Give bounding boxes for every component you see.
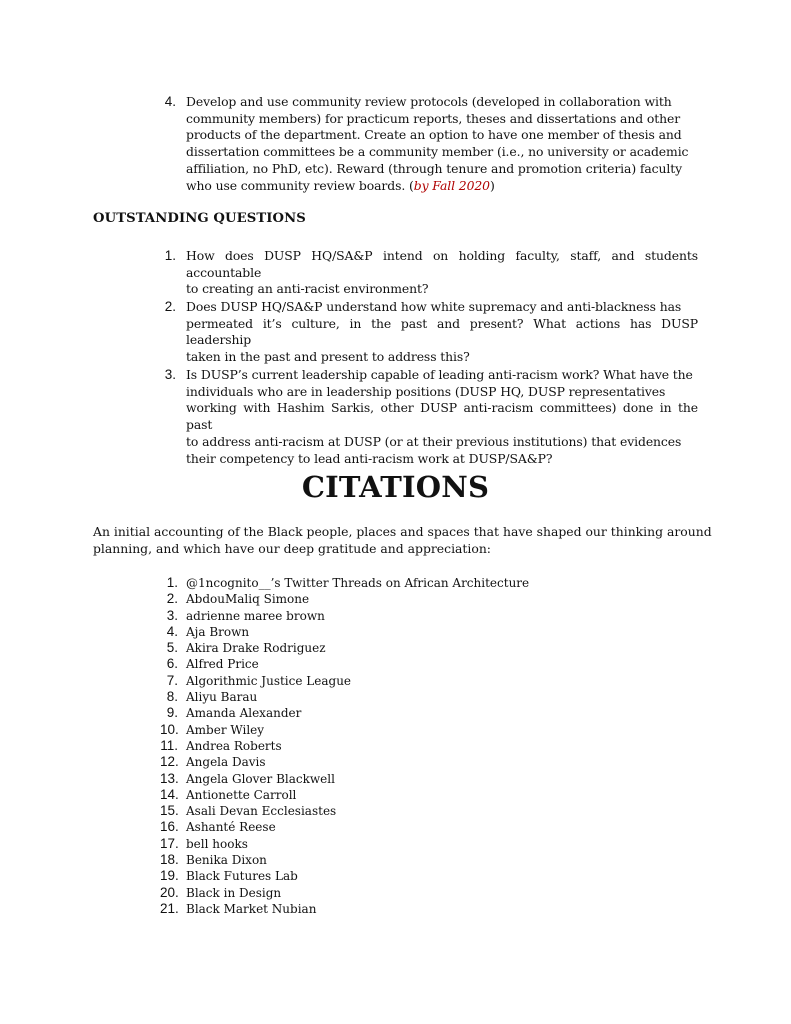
citation-text: Aliyu Barau	[186, 690, 258, 705]
citation-number: 14.	[160, 786, 179, 802]
citation-text: Asali Devan Ecclesiastes	[186, 804, 337, 819]
citation-text: adrienne maree brown	[186, 608, 325, 623]
citation-text: Ashanté Reese	[186, 820, 276, 835]
citation-item	[160, 689, 560, 705]
item-4-line: affiliation, no PhD, etc). Reward (through tenure and promotion criteria) faculty	[186, 160, 683, 176]
question-line: to creating an anti-racist environment?	[186, 281, 429, 297]
citation-item	[160, 885, 560, 901]
citation-text: @1ncognito__’s Twitter Threads on African Architecture	[186, 576, 530, 590]
citation-text: Angela Davis	[186, 755, 266, 770]
citation-number: 21.	[160, 900, 179, 916]
outstanding-questions-heading: OUTSTANDING QUESTIONS	[93, 211, 306, 226]
citation-item	[160, 868, 560, 884]
citation-item	[160, 803, 560, 819]
citation-text: Alfred Price	[186, 657, 259, 672]
citation-item	[160, 705, 560, 721]
question-3-text	[186, 367, 698, 467]
citation-text: AbdouMaliq Simone	[186, 592, 310, 607]
citation-item	[160, 754, 560, 770]
citation-text: bell hooks	[186, 836, 248, 851]
intro-line: An initial accounting of the Black people, places and spaces that have shaped our thinking around	[93, 524, 712, 539]
citation-item	[160, 819, 560, 835]
citation-text: Black Market Nubian	[186, 901, 317, 916]
question-2-text	[186, 299, 698, 366]
citations-intro	[93, 524, 713, 557]
citation-number: 4.	[166, 623, 178, 639]
intro-line: planning, and which have our deep gratitude and appreciation:	[93, 540, 491, 556]
citation-number: 9.	[166, 705, 178, 721]
citation-item	[160, 608, 560, 624]
citation-text: Angela Glover Blackwell	[186, 771, 335, 786]
citation-number: 20.	[160, 884, 179, 900]
citation-number: 17.	[160, 835, 179, 851]
citation-number: 2.	[166, 591, 178, 607]
item-4-last-before: who use community review boards. (	[186, 177, 414, 193]
citation-number: 19.	[160, 868, 179, 884]
citation-item	[160, 787, 560, 803]
citation-number: 8.	[166, 689, 178, 705]
citation-text: Akira Drake Rodriguez	[186, 641, 326, 656]
citation-text: Amber Wiley	[186, 722, 265, 737]
citation-number: 13.	[160, 770, 179, 786]
item-4-number: 4.	[164, 94, 176, 109]
citation-item	[160, 852, 560, 868]
question-line: taken in the past and present to address this?	[186, 349, 470, 365]
citation-item	[160, 591, 560, 607]
citation-number: 12.	[160, 754, 179, 770]
citation-text: Black in Design	[186, 885, 282, 900]
question-line: working with Hashim Sarkis, other DUSP anti-racism committees) done in the past	[186, 400, 698, 433]
question-2-number: 2.	[164, 299, 176, 314]
citation-item	[160, 901, 560, 917]
citation-number: 6.	[166, 656, 178, 672]
citation-item	[160, 771, 560, 787]
citation-item	[160, 836, 560, 852]
citation-number: 3.	[166, 607, 178, 623]
question-line: individuals who are in leadership positions (DUSP HQ, DUSP representatives	[186, 383, 666, 399]
citation-text: Algorithmic Justice League	[186, 673, 352, 688]
item-4-text	[186, 94, 698, 194]
question-line: Is DUSP’s current leadership capable of leading anti-racism work? What have the	[186, 367, 693, 382]
citation-number: 5.	[166, 640, 178, 656]
citation-number: 7.	[166, 672, 178, 688]
citation-item	[160, 722, 560, 738]
citation-item	[160, 640, 560, 656]
question-line: Does DUSP HQ/SA&P understand how white supremacy and anti-blackness has	[186, 299, 682, 314]
citation-item	[160, 673, 560, 689]
citation-text: Andrea Roberts	[186, 738, 282, 753]
citation-number: 10.	[160, 721, 179, 737]
citation-text: Black Futures Lab	[186, 869, 298, 884]
item-4-line: community members) for practicum reports, theses and dissertations and other	[186, 110, 681, 126]
citation-text: Aja Brown	[186, 624, 250, 639]
citations-title: CITATIONS	[301, 470, 490, 504]
citation-text: Amanda Alexander	[186, 706, 302, 721]
citation-number: 18.	[160, 852, 179, 868]
question-3-number: 3.	[164, 367, 176, 382]
citation-number: 11.	[160, 737, 178, 753]
citation-item	[160, 575, 560, 591]
citation-item	[160, 656, 560, 672]
citation-text: Antionette Carroll	[186, 787, 297, 802]
citation-item	[160, 624, 560, 640]
deadline-emphasis: by Fall 2020	[413, 177, 490, 193]
citation-text: Benika Dixon	[186, 853, 267, 868]
question-1-number: 1.	[164, 248, 176, 263]
citation-item	[160, 738, 560, 754]
citations-list	[160, 575, 560, 917]
item-4-line: products of the department. Create an option to have one member of thesis and	[186, 127, 682, 143]
question-1-text	[186, 248, 698, 298]
item-4-last-line	[186, 178, 698, 195]
question-line: How does DUSP HQ/SA&P intend on holding faculty, staff, and students accountable	[186, 248, 698, 280]
question-line: to address anti-racism at DUSP (or at their previous institutions) that evidences	[186, 433, 682, 449]
question-line: permeated it’s culture, in the past and present? What actions has DUSP leadership	[186, 315, 698, 348]
item-4-line: Develop and use community review protocols (developed in collaboration with	[186, 94, 672, 109]
citation-number: 1.	[166, 575, 178, 590]
item-4-last-after: )	[489, 177, 495, 193]
citation-number: 15.	[160, 803, 179, 819]
item-4-line: dissertation committees be a community member (i.e., no university or academic	[186, 144, 689, 160]
citation-number: 16.	[160, 819, 179, 835]
question-line: their competency to lead anti-racism work at DUSP/SA&P?	[186, 450, 553, 466]
